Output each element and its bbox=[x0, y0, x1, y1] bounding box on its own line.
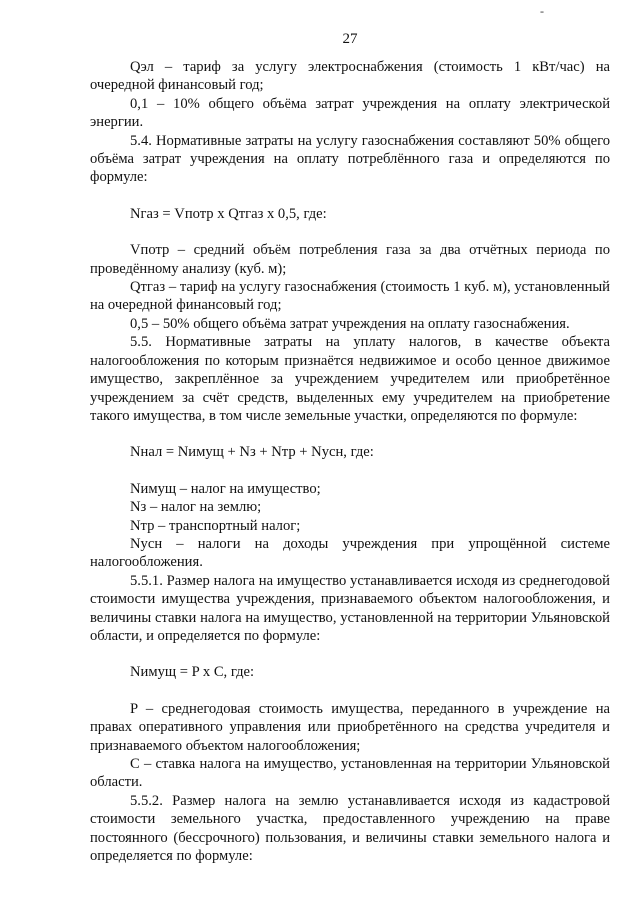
paragraph: C – ставка налога на имущество, установленная на территории Ульяновской области. bbox=[90, 756, 610, 791]
paragraph: Vпотр – средний объём потребления газа за два отчётных периода по проведённому анализу (куб. м); bbox=[90, 242, 610, 277]
paragraph: Nтр – транспортный налог; bbox=[130, 517, 301, 534]
paragraph: 5.5.1. Размер налога на имущество устанавливается исходя из среднегодовой стоимости имущества учреждения, признаваемого объектом налогообложения, и величины ставки налога на имущество, установленной на территории Ульяновской области, и определяется по формуле: bbox=[90, 572, 610, 644]
paragraph: Nз – налог на землю; bbox=[130, 499, 262, 516]
paragraph: Nусн – налоги на доходы учреждения при упрощённой системе налогообложения. bbox=[90, 535, 610, 571]
paragraph: 5.5.2. Размер налога на землю устанавливается исходя из кадастровой стоимости земельного участка, предоставленного учреждению на праве постоянного (бессрочного) пользования, и величины ставки земельного налога и определяется по формуле: bbox=[90, 792, 610, 865]
paragraph: 5.4. Нормативные затраты на услугу газоснабжения составляют 50% общего объёма затрат учреждения на оплату потреблённого газа и определяются по формуле: bbox=[90, 132, 610, 186]
paragraph: P – среднегодовая стоимость имущества, переданного в учреждение на правах оперативного управления или приобретённого на средства учредителя и признаваемого объектом налогообложения; bbox=[90, 700, 610, 754]
paragraph: 5.5. Нормативные затраты на уплату налогов, в качестве объекта налогообложения по которым признаётся недвижимое и особо ценное движимое имущество, закреплённое за учреждением учредителем или приобретённое учреждением за счёт средств, выделенных ему учредителем на приобретение такого имущества, в том числе земельные участки, определяются по формуле: bbox=[90, 334, 610, 424]
paragraph: Qтгаз – тариф на услугу газоснабжения (стоимость 1 куб. м), установленный на очередной финансовый год; bbox=[90, 279, 610, 314]
formula-gas: Nгаз = Vпотр x Qтгаз x 0,5, где: bbox=[130, 205, 327, 222]
formula-property: Nимущ = P x C, где: bbox=[130, 664, 255, 681]
paragraph: Nимущ – налог на имущество; bbox=[130, 480, 321, 497]
paragraph: 0,5 – 50% общего объёма затрат учреждения на оплату газоснабжения. bbox=[130, 315, 570, 332]
paragraph: 0,1 – 10% общего объёма затрат учреждения на оплату электрической энергии. bbox=[90, 95, 610, 131]
formula-taxes: Nнал = Nимущ + Nз + Nтр + Nусн, где: bbox=[130, 444, 374, 461]
page-content bbox=[90, 30, 610, 865]
paragraph: Qэл – тариф за услугу электроснабжения (стоимость 1 кВт/час) на очередной финансовый год; bbox=[90, 59, 610, 94]
scan-mark: - bbox=[540, 4, 544, 18]
page-number: 27 bbox=[342, 31, 358, 47]
